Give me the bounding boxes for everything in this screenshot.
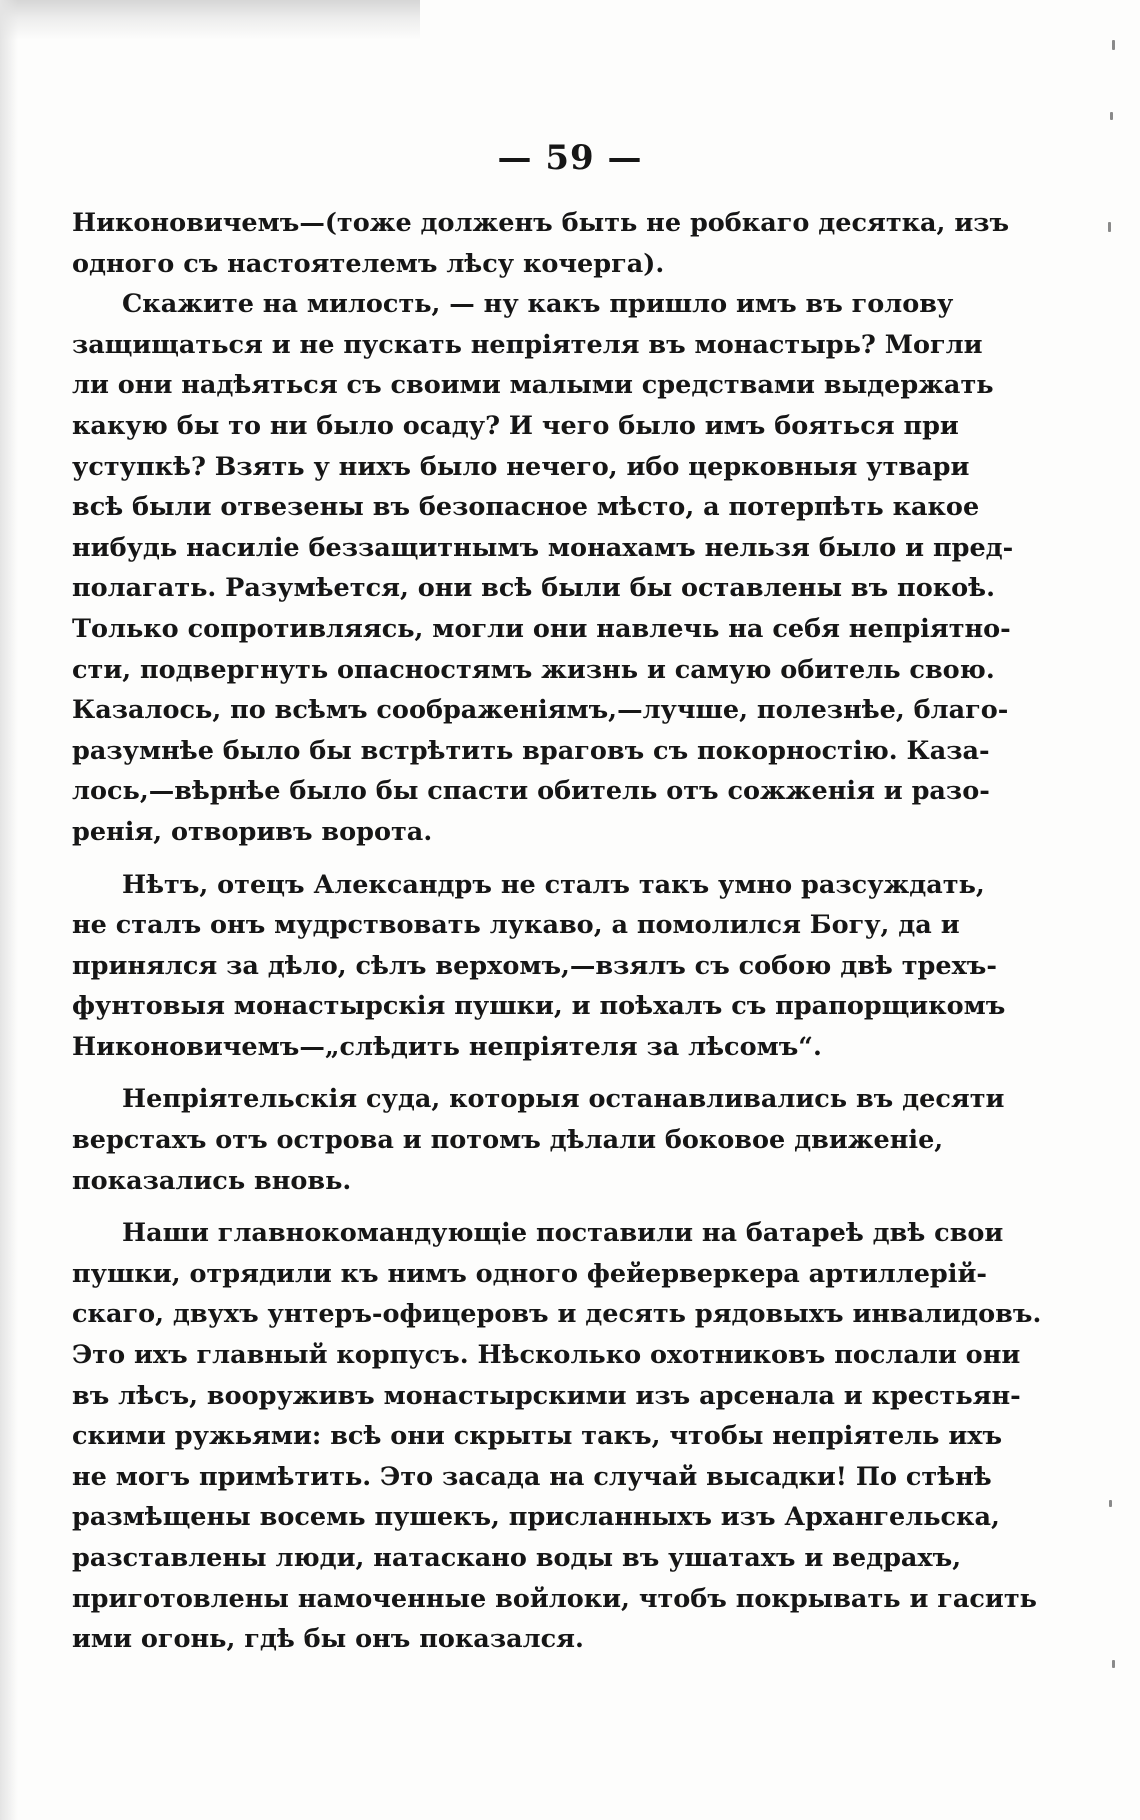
scan-speck xyxy=(1109,1500,1112,1507)
scan-shadow xyxy=(0,0,420,40)
text-line: показались вновь. xyxy=(72,1165,352,1196)
scan-speck xyxy=(1112,1660,1115,1668)
text-line: лось,—вѣрнѣе было бы спасти обитель отъ сожженія и разо- xyxy=(72,776,990,807)
text-line: пушки, отрядили къ нимъ одного фейерверкера артиллерій- xyxy=(72,1258,987,1289)
text-line: разумнѣе было бы встрѣтить враговъ съ покорностію. Каза- xyxy=(72,735,990,766)
text-line: принялся за дѣло, сѣлъ верхомъ,—взялъ съ собою двѣ трехъ- xyxy=(72,950,997,981)
text-line: не сталъ онъ мудрствовать лукаво, а помолился Богу, да и xyxy=(72,910,960,941)
paragraph-gap xyxy=(72,853,908,865)
text-line: Наши главнокомандующіе поставили на батареѣ двѣ свои xyxy=(122,1218,1004,1249)
text-line: одного съ настоятелемъ лѣсу кочерга). xyxy=(72,248,665,279)
text-line: скаго, двухъ унтеръ-офицеровъ и десять рядовыхъ инвалидовъ. xyxy=(72,1299,1042,1330)
text-line: Никоновичемъ—(тоже долженъ быть не робкаго десятка, изъ xyxy=(72,208,1010,238)
text-line: размѣщены восемь пушекъ, присланныхъ изъ Архангельска, xyxy=(72,1502,1000,1533)
paragraph-gap xyxy=(72,1067,908,1079)
text-line: въ лѣсъ, вооруживъ монастырскими изъ арсенала и крестьян- xyxy=(72,1380,1021,1411)
text-line: ли они надѣяться съ своими малыми средствами выдержать xyxy=(72,370,994,401)
text-line: ими огонь, гдѣ бы онъ показался. xyxy=(72,1624,584,1655)
text-line: скими ружьями: всѣ они скрыты такъ, чтобы непріятель ихъ xyxy=(72,1421,1003,1452)
scan-edge xyxy=(0,0,18,1820)
text-line: Только сопротивляясь, могли они навлечь на себя непріятно- xyxy=(72,613,1011,644)
text-line: фунтовыя монастырскія пушки, и поѣхалъ съ прапорщикомъ xyxy=(72,991,1006,1022)
text-line: Нѣтъ, отецъ Александръ не сталъ такъ умно разсуждать, xyxy=(122,869,985,900)
text-line: Никоновичемъ—„слѣдить непріятеля за лѣсомъ“. xyxy=(72,1031,822,1062)
text-line: верстахъ отъ острова и потомъ дѣлали боковое движеніе, xyxy=(72,1125,944,1156)
scan-speck xyxy=(1110,112,1113,120)
text-line: уступкѣ? Взять у нихъ было нечего, ибо церковныя утвари xyxy=(72,451,970,482)
text-line: Скажите на милость, — ну какъ пришло имъ въ голову xyxy=(122,289,954,320)
text-line: не могъ примѣтить. Это засада на случай высадки! По стѣнѣ xyxy=(72,1461,992,1492)
text-line: полагать. Разумѣется, они всѣ были бы оставлены въ покоѣ. xyxy=(72,573,995,604)
text-line: Непріятельскія суда, которыя останавливались въ десяти xyxy=(122,1084,1005,1115)
text-line: Это ихъ главный корпусъ. Нѣсколько охотниковъ послали они xyxy=(72,1340,1021,1371)
text-line: приготовлены намоченные войлоки, чтобъ покрывать и гасить xyxy=(72,1583,1037,1614)
text-line: Казалось, по всѣмъ соображеніямъ,—лучше, полезнѣе, благо- xyxy=(72,695,1009,726)
text-line: сти, подвергнуть опасностямъ жизнь и самую обитель свою. xyxy=(72,654,995,685)
text-line: какую бы то ни было осаду? И чего было имъ бояться при xyxy=(72,410,959,441)
scan-speck xyxy=(1112,40,1115,50)
text-line: ренія, отворивъ ворота. xyxy=(72,816,433,847)
text-line: нибудь насиліе беззащитнымъ монахамъ нельзя было и пред- xyxy=(72,532,1014,563)
body-text xyxy=(72,203,1042,1660)
text-line: всѣ были отвезены въ безопасное мѣсто, а потерпѣть какое xyxy=(72,492,980,523)
scan-speck xyxy=(1108,222,1111,232)
paragraph-gap xyxy=(72,1201,908,1213)
text-line: разставлены люди, натаскано воды въ ушатахъ и ведрахъ, xyxy=(72,1543,962,1573)
page-number: — 59 — xyxy=(497,138,643,178)
text-line: защищаться и не пускать непріятеля въ монастырь? Могли xyxy=(72,329,983,360)
